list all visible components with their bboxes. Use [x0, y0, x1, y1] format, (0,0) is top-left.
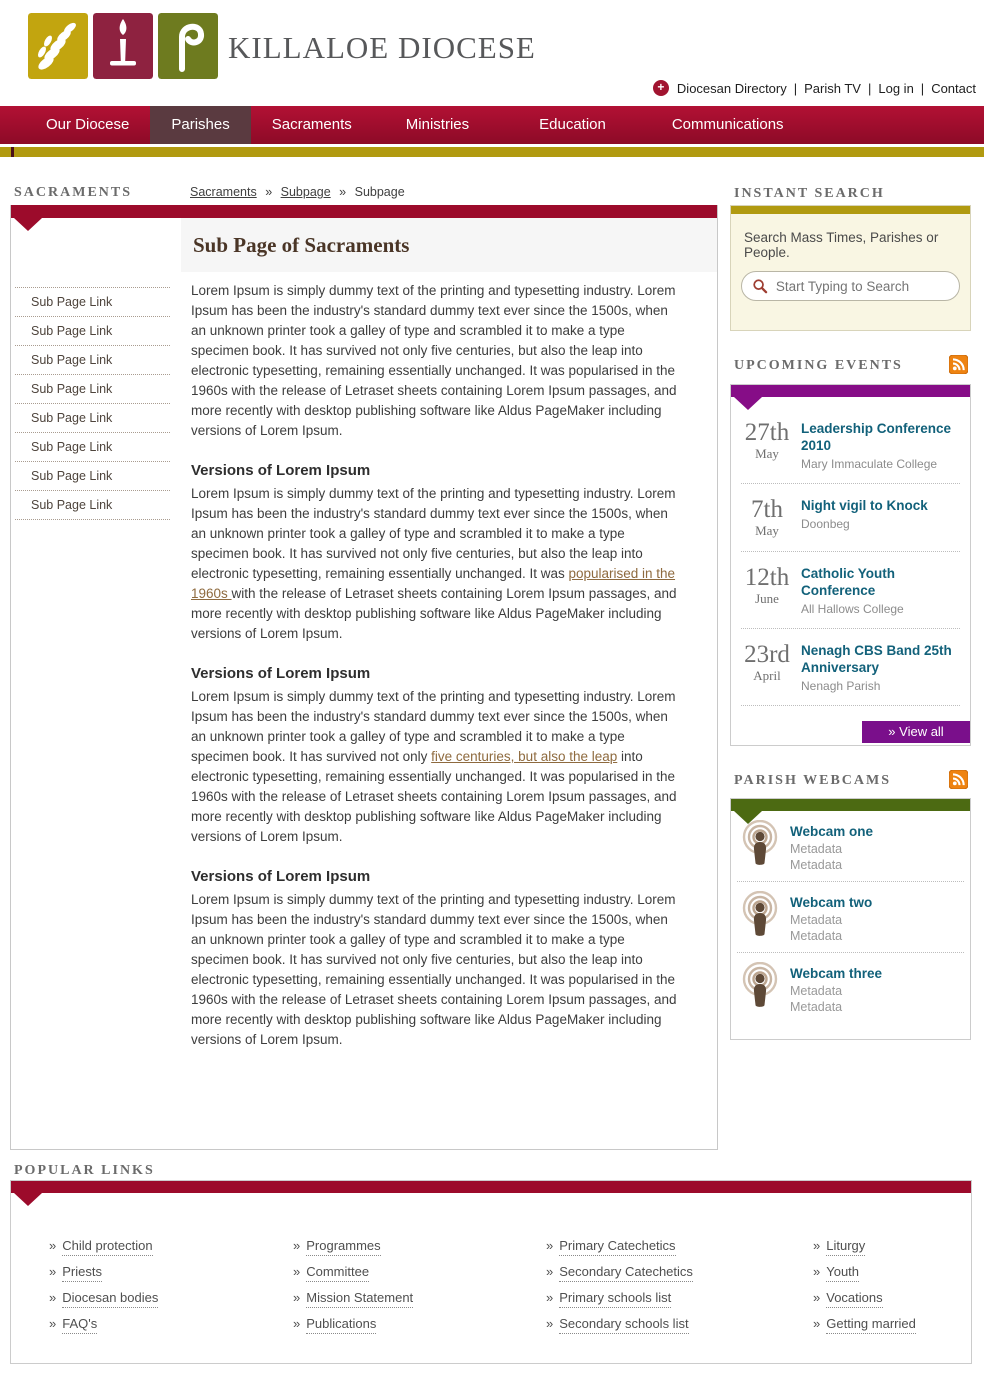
event-date: [743, 565, 791, 616]
webcam-metadata: Metadata: [790, 858, 843, 872]
parish-webcams-panel: [730, 798, 971, 1040]
event-day: 27th: [744, 419, 790, 446]
popular-panel-triangle: [14, 1193, 42, 1206]
site-logo[interactable]: [28, 13, 218, 79]
inline-link-five-centuries[interactable]: five centuries, but also the leap: [431, 749, 618, 764]
event-month: May: [755, 523, 779, 538]
webcam-info: [790, 820, 873, 873]
utility-link-log-in[interactable]: Log in: [878, 80, 914, 96]
popular-link-label: Youth: [826, 1264, 859, 1282]
breadcrumb: [190, 185, 405, 199]
instant-search-title: INSTANT SEARCH: [734, 186, 885, 201]
event-venue: All Hallows College: [801, 602, 904, 616]
instant-search-panel: [730, 205, 971, 331]
event-month: June: [755, 591, 779, 606]
paragraph-text: Lorem Ipsum is simply dummy text of the printing and typesetting industry. Lorem Ipsum has been the industry's standard dummy text ever since the 1500s, when an unknown printer took a galley of type and scrambled it to make a type specimen book. It has survived not only five centuries, but also the leap into electronic typesetting, remaining essentially unchanged. It was: [191, 486, 676, 581]
webcam-row: [737, 811, 964, 882]
event-title[interactable]: Catholic Youth Conference: [801, 566, 895, 598]
popular-link-label: Secondary Catechetics: [559, 1264, 693, 1282]
link-arrow: »: [49, 1264, 57, 1279]
nav-item-education[interactable]: Education: [539, 116, 606, 133]
view-all-events-button[interactable]: » View all: [862, 721, 970, 743]
event-day: 7th: [751, 496, 783, 523]
page-title: Sub Page of Sacraments: [193, 233, 410, 257]
breadcrumb-link-sacraments[interactable]: Sacraments: [190, 185, 257, 199]
popular-links-column: [293, 1238, 413, 1342]
popular-link-primary-schools-list[interactable]: [546, 1290, 693, 1306]
popular-link-label: Primary schools list: [559, 1290, 671, 1308]
link-arrow: »: [49, 1238, 57, 1253]
event-venue: Mary Immaculate College: [801, 457, 938, 471]
utility-link-contact[interactable]: Contact: [931, 80, 976, 96]
popular-panel-top-bar: [11, 1181, 971, 1193]
section-paragraph-3: Lorem Ipsum is simply dummy text of the printing and typesetting industry. Lorem Ipsum has been the industry's standard dummy text ever since the 1500s, when an unknown printer took a galley of type and scrambled it to make a type specimen book. It has survived not only five centuries, but also the leap into electronic typesetting, remaining essentially unchanged. It was popularised in the 1960s with the release of Letraset sheets containing Lorem Ipsum passages, and more recently with desktop publishing software like Aldus PageMaker including versions of Lorem Ipsum.: [191, 892, 677, 1047]
popular-links-column: [813, 1238, 916, 1342]
popular-link-youth[interactable]: [813, 1264, 916, 1280]
popular-link-label: Programmes: [306, 1238, 380, 1256]
link-arrow: »: [546, 1290, 554, 1305]
link-arrow: »: [293, 1264, 301, 1279]
search-panel-top-bar: [731, 206, 970, 214]
nav-item-sacraments[interactable]: Sacraments: [271, 116, 352, 133]
sidebar-item-subpage-4[interactable]: Sub Page Link: [15, 375, 170, 404]
search-caption: Search Mass Times, Parishes or People.: [744, 230, 939, 260]
events-panel-triangle: [734, 397, 762, 410]
section-heading-3: Versions of Lorem Ipsum: [191, 868, 371, 885]
sidebar-item-subpage-5[interactable]: Sub Page Link: [15, 404, 170, 433]
link-arrow: »: [546, 1264, 554, 1279]
link-arrow: »: [293, 1316, 301, 1331]
utility-link-parish-tv[interactable]: Parish TV: [804, 80, 861, 96]
popular-link-priests[interactable]: [49, 1264, 158, 1280]
sidebar-item-subpage-6[interactable]: Sub Page Link: [15, 433, 170, 462]
event-row: [741, 629, 960, 706]
utility-link-diocesan-directory[interactable]: Diocesan Directory: [676, 80, 787, 96]
upcoming-events-title: UPCOMING EVENTS: [734, 358, 903, 373]
webcam-title[interactable]: Webcam three: [790, 966, 883, 981]
webcam-metadata: Metadata: [790, 842, 843, 856]
webcam-row: [737, 953, 964, 1023]
popular-link-label: Child protection: [62, 1238, 152, 1256]
utility-separator: |: [920, 80, 925, 96]
event-date: [743, 420, 791, 471]
webcam-title[interactable]: Webcam two: [790, 895, 873, 910]
event-month: April: [753, 668, 781, 683]
event-title[interactable]: Nenagh CBS Band 25th Anniversary: [801, 643, 952, 675]
popular-link-programmes[interactable]: [293, 1238, 413, 1254]
popular-links-column: [49, 1238, 158, 1342]
popular-link-getting-married[interactable]: [813, 1316, 916, 1332]
popular-link-label: Priests: [62, 1264, 102, 1282]
link-arrow: »: [813, 1290, 821, 1305]
link-arrow: »: [546, 1316, 554, 1331]
webcams-panel-triangle: [734, 811, 762, 824]
sidebar-item-subpage-3[interactable]: Sub Page Link: [15, 346, 170, 375]
webcam-metadata: Metadata: [790, 929, 843, 943]
paragraph-text: with the release of Letraset sheets containing Lorem Ipsum passages, and more recently with desktop publishing software like Aldus PageMaker including versions of Lorem Ipsum.: [191, 586, 677, 641]
crozier-tile-icon: [158, 13, 218, 79]
link-arrow: »: [813, 1238, 821, 1253]
section-paragraph-2: [191, 687, 681, 847]
content-panel: [10, 205, 718, 1150]
article-body: [191, 281, 681, 1070]
nav-item-communications[interactable]: Communications: [671, 116, 784, 133]
popular-link-mission-statement[interactable]: [293, 1290, 413, 1306]
popular-link-label: Liturgy: [826, 1238, 865, 1256]
event-day: 23rd: [744, 641, 790, 668]
event-title[interactable]: Night vigil to Knock: [801, 498, 928, 513]
utility-bar: [653, 80, 976, 96]
popular-link-diocesan-bodies[interactable]: [49, 1290, 158, 1306]
intro-paragraph: Lorem Ipsum is simply dummy text of the printing and typesetting industry. Lorem Ipsum has been the industry's standard dummy text ever since the 1500s, when an unknown printer took a galley of type and scrambled it to make a type specimen book. It has survived not only five centuries, but also the leap into electronic typesetting, remaining essentially unchanged. It was popularised in the 1960s with the release of Letraset sheets containing Lorem Ipsum passages, and more recently with desktop publishing software like Aldus PageMaker including versions of Lorem Ipsum.: [191, 283, 677, 438]
breadcrumb-current: Subpage: [354, 185, 405, 199]
popular-link-label: Mission Statement: [306, 1290, 413, 1308]
popular-link-label: Secondary schools list: [559, 1316, 688, 1334]
event-info: [801, 642, 958, 693]
popular-link-secondary-schools-list[interactable]: [546, 1316, 693, 1332]
popular-link-child-protection[interactable]: [49, 1238, 158, 1254]
event-info: [801, 420, 958, 471]
event-info: [801, 497, 928, 539]
event-day: 12th: [744, 564, 790, 591]
popular-link-label: Diocesan bodies: [62, 1290, 158, 1308]
sidebar-section-title: SACRAMENTS: [14, 185, 133, 200]
nav-item-ministries[interactable]: Ministries: [405, 116, 470, 133]
event-title[interactable]: Leadership Conference 2010: [801, 421, 952, 453]
paragraph-text: into electronic typesetting, remaining essentially unchanged. It was popularised in the 1960s with the release of Letraset sheets containing Lorem Ipsum passages, and more recently with desktop publishing software like Aldus PageMaker including versions of Lorem Ipsum.: [191, 749, 677, 844]
popular-link-publications[interactable]: [293, 1316, 413, 1332]
sidebar-item-subpage-8[interactable]: Sub Page Link: [15, 491, 170, 520]
gold-divider: [0, 147, 984, 157]
popular-link-liturgy[interactable]: [813, 1238, 916, 1254]
search-box[interactable]: [741, 271, 960, 301]
webcam-title[interactable]: Webcam one: [790, 824, 874, 839]
inline-link-popularised[interactable]: popularised in the 1960s: [191, 566, 676, 601]
popular-links-title: POPULAR LINKS: [14, 1163, 155, 1178]
search-input[interactable]: [776, 279, 949, 294]
sub-page-nav: [15, 287, 170, 520]
popular-link-primary-catechetics[interactable]: [546, 1238, 693, 1254]
sidebar-item-subpage-1[interactable]: Sub Page Link: [15, 288, 170, 317]
content-panel-top-bar: [11, 205, 717, 218]
content-panel-triangle: [14, 218, 42, 231]
popular-link-label: Committee: [306, 1264, 369, 1282]
section-heading-2: Versions of Lorem Ipsum: [191, 665, 371, 682]
site-title: KILLALOE DIOCESE: [228, 30, 536, 65]
event-row: [741, 407, 960, 484]
popular-link-faqs[interactable]: [49, 1316, 158, 1332]
utility-separator: |: [867, 80, 872, 96]
events-list: [731, 397, 970, 706]
event-month: May: [755, 446, 779, 461]
nav-item-our-diocese[interactable]: Our Diocese: [46, 116, 130, 133]
webcam-icon: [741, 891, 779, 941]
main-nav: [0, 106, 984, 144]
candle-tile-icon: [93, 13, 153, 79]
nav-item-parishes[interactable]: Parishes: [150, 106, 250, 144]
link-arrow: »: [293, 1290, 301, 1305]
upcoming-events-panel: [730, 384, 971, 746]
breadcrumb-separator: »: [265, 185, 273, 199]
event-venue: Nenagh Parish: [801, 679, 881, 693]
link-arrow: »: [293, 1238, 301, 1253]
link-arrow: »: [813, 1264, 821, 1279]
section-paragraph-1: [191, 484, 681, 644]
webcams-rss-icon[interactable]: [949, 770, 968, 789]
page-title-band: [181, 218, 717, 272]
event-info: [801, 565, 958, 616]
wheat-tile-icon: [28, 13, 88, 79]
events-rss-icon[interactable]: [949, 355, 968, 374]
popular-links-column: [546, 1238, 693, 1342]
paragraph-text: Lorem Ipsum is simply dummy text of the printing and typesetting industry. Lorem Ipsum has been the industry's standard dummy text ever since the 1500s, when an unknown printer took a galley of type and scrambled it to make a type specimen book. It has survived not only: [191, 689, 676, 764]
popular-link-secondary-catechetics[interactable]: [546, 1264, 693, 1280]
webcam-metadata: Metadata: [790, 913, 843, 927]
utility-separator: |: [793, 80, 798, 96]
popular-links-panel: [10, 1180, 972, 1364]
link-arrow: »: [49, 1290, 57, 1305]
event-date: [743, 642, 791, 693]
gold-divider-tick: [11, 147, 14, 157]
search-icon: [752, 277, 768, 295]
webcam-info: [790, 962, 882, 1015]
webcams-panel-top-bar: [731, 799, 970, 811]
sidebar-item-subpage-2[interactable]: Sub Page Link: [15, 317, 170, 346]
breadcrumb-link-subpage[interactable]: Subpage: [280, 185, 331, 199]
link-arrow: »: [546, 1238, 554, 1253]
webcam-metadata: Metadata: [790, 984, 843, 998]
sidebar-item-subpage-7[interactable]: Sub Page Link: [15, 462, 170, 491]
event-date: [743, 497, 791, 539]
webcam-metadata: Metadata: [790, 1000, 843, 1014]
popular-link-vocations[interactable]: [813, 1290, 916, 1306]
webcam-info: [790, 891, 872, 944]
event-row: [741, 552, 960, 629]
link-arrow: »: [49, 1316, 57, 1331]
popular-link-label: Vocations: [826, 1290, 882, 1308]
popular-link-label: Getting married: [826, 1316, 916, 1334]
webcam-row: [737, 882, 964, 953]
section-heading-1: Versions of Lorem Ipsum: [191, 462, 371, 479]
breadcrumb-separator: »: [339, 185, 347, 199]
event-row: [741, 484, 960, 552]
plus-icon[interactable]: +: [653, 80, 669, 96]
event-venue: Doonbeg: [801, 517, 850, 531]
popular-link-committee[interactable]: [293, 1264, 413, 1280]
parish-webcams-title: PARISH WEBCAMS: [734, 773, 892, 788]
popular-link-label: Publications: [306, 1316, 376, 1334]
popular-link-label: Primary Catechetics: [559, 1238, 675, 1256]
webcam-icon: [741, 962, 779, 1012]
webcam-icon: [741, 820, 779, 870]
events-panel-top-bar: [731, 385, 970, 397]
popular-link-label: FAQ's: [62, 1316, 97, 1334]
link-arrow: »: [813, 1316, 821, 1331]
